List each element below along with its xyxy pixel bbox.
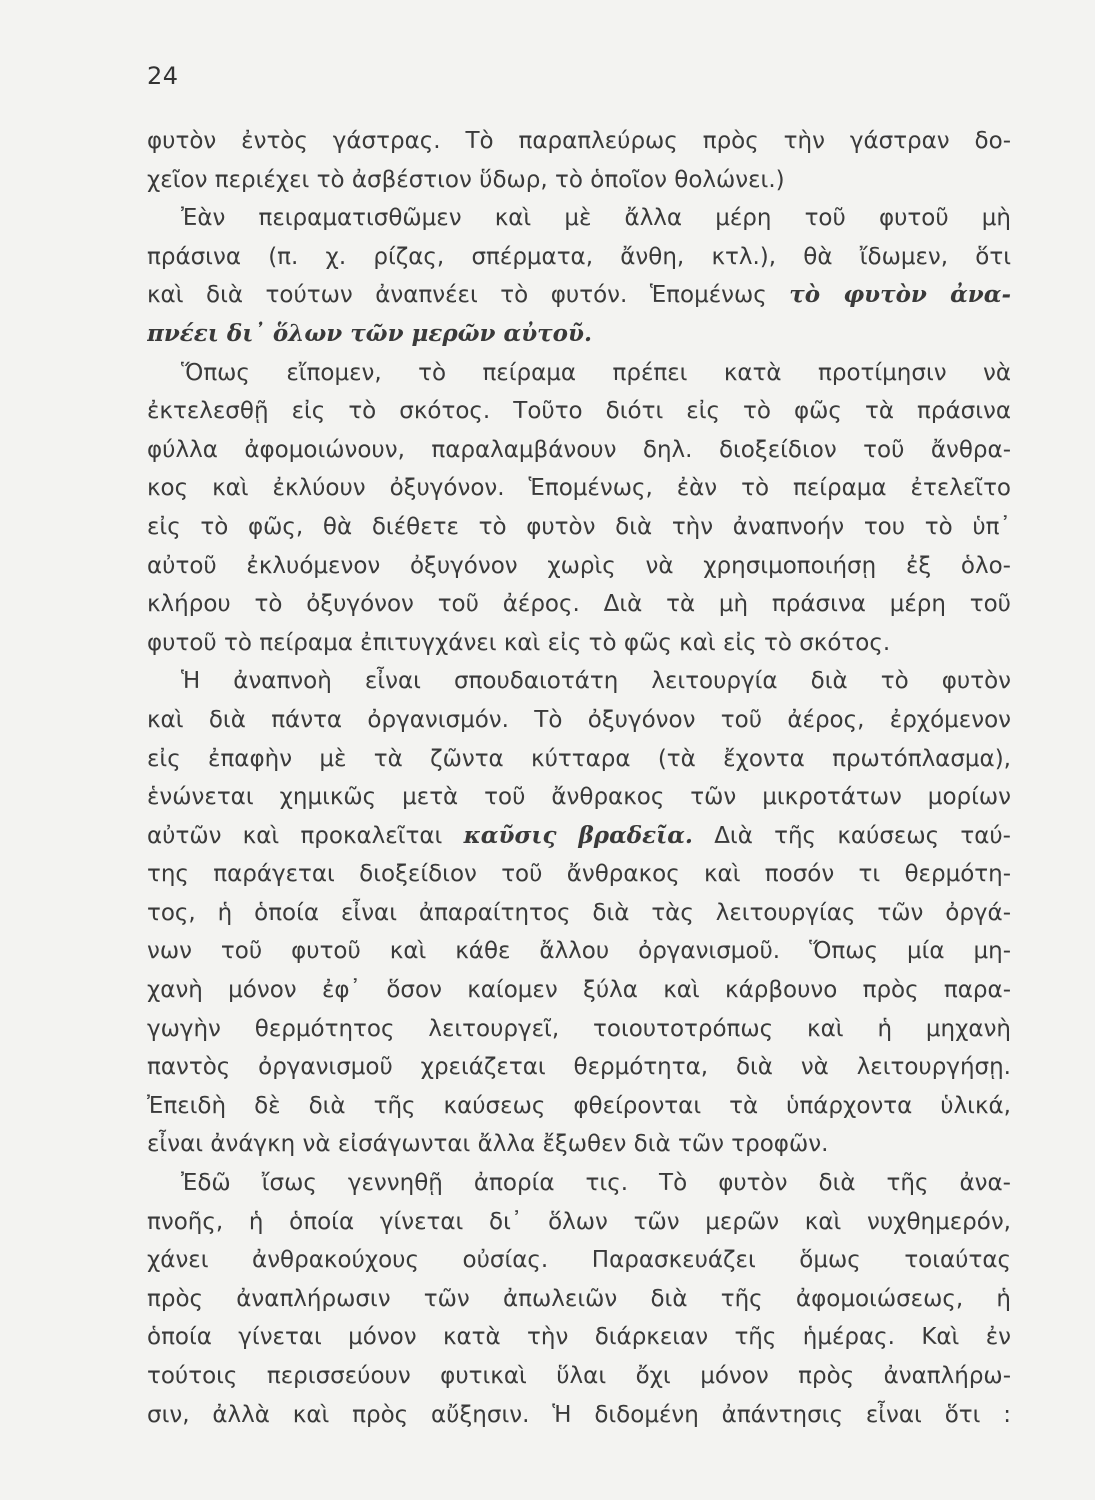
body-text xyxy=(147,122,1011,1434)
text-line xyxy=(147,392,1011,431)
text-line xyxy=(147,547,1011,586)
text-line xyxy=(147,662,1011,701)
text-line xyxy=(147,431,1011,470)
text-segment: πρὸς ἀναπλήρωσιν τῶν ἀπωλειῶν διὰ τῆς ἀφομοιώσεως, ἡ xyxy=(147,1285,1011,1312)
text-segment: Ὅπως εἴπομεν, τὸ πείραμα πρέπει κατὰ προτίμησιν νὰ xyxy=(181,359,1011,386)
text-line xyxy=(147,894,1011,933)
text-segment: κλήρου τὸ ὀξυγόνον τοῦ ἀέρος. Διὰ τὰ μὴ πράσινα μέρη τοῦ xyxy=(147,591,1011,618)
text-line xyxy=(147,778,1011,817)
text-line xyxy=(147,1280,1011,1319)
text-segment: φυτοῦ τὸ πείραμα ἐπιτυγχάνει καὶ εἰς τὸ φῶς καὶ εἰς τὸ σκότος. xyxy=(147,629,891,656)
text-segment: Ἐπειδὴ δὲ διὰ τῆς καύσεως φθείρονται τὰ ὑπάρχοντα ὑλικά, xyxy=(147,1092,1011,1119)
text-line xyxy=(147,315,1011,354)
text-segment: εἰς ἐπαφὴν μὲ τὰ ζῶντα κύτταρα (τὰ ἔχοντα πρωτόπλασμα), xyxy=(147,745,1011,772)
emphasized-text: καῦσις βραδεῖα. xyxy=(463,821,693,849)
text-segment: της παράγεται διοξείδιον τοῦ ἄνθρακος καὶ ποσόν τι θερμότη- xyxy=(147,861,1011,888)
page-number: 24 xyxy=(147,62,179,90)
text-segment: εἶναι ἀνάγκη νὰ εἰσάγωνται ἄλλα ἔξωθεν διὰ τῶν τροφῶν. xyxy=(147,1131,829,1158)
text-segment: ἑνώνεται χημικῶς μετὰ τοῦ ἄνθρακος τῶν μικροτάτων μορίων xyxy=(147,784,1011,811)
emphasized-text: τὸ φυτὸν ἀνα- xyxy=(789,281,1011,309)
text-segment: καὶ διὰ πάντα ὀργανισμόν. Τὸ ὀξυγόνον τοῦ ἀέρος, ἐρχόμενον xyxy=(147,706,1011,733)
text-segment: Ἐδῶ ἴσως γεννηθῇ ἀπορία τις. Τὸ φυτὸν διὰ τῆς ἀνα- xyxy=(181,1170,1011,1197)
text-line xyxy=(147,740,1011,779)
text-line xyxy=(147,855,1011,894)
text-segment: παντὸς ὀργανισμοῦ χρειάζεται θερμότητα, διὰ νὰ λειτουργήσῃ. xyxy=(147,1054,1011,1081)
text-line xyxy=(147,1357,1011,1396)
text-segment: τούτοις περισσεύουν φυτικαὶ ὕλαι ὄχι μόνον πρὸς ἀναπλήρω- xyxy=(147,1363,1011,1389)
text-line xyxy=(147,199,1011,238)
text-segment: ὁποία γίνεται μόνον κατὰ τὴν διάρκειαν τῆς ἡμέρας. Καὶ ἐν xyxy=(147,1324,1011,1351)
text-segment: χεῖον περιέχει τὸ ἀσβέστιον ὕδωρ, τὸ ὁποῖον θολώνει.) xyxy=(147,166,785,193)
text-segment: φυτὸν ἐντὸς γάστρας. Τὸ παραπλεύρως πρὸς τὴν γάστραν δο- xyxy=(147,128,1011,154)
text-segment: φύλλα ἀφομοιώνουν, παραλαμβάνουν δηλ. διοξείδιον τοῦ ἄνθρα- xyxy=(147,436,1011,463)
text-line xyxy=(147,1010,1011,1049)
text-segment: κος καὶ ἐκλύουν ὀξυγόνον. Ἑπομένως, ἐὰν τὸ πείραμα ἐτελεῖτο xyxy=(147,475,1011,502)
text-segment: Διὰ τῆς καύσεως ταύ- xyxy=(692,822,1011,849)
text-line xyxy=(147,469,1011,508)
text-line xyxy=(147,817,1011,856)
text-segment: καὶ διὰ τούτων ἀναπνέει τὸ φυτόν. Ἑπομένως xyxy=(147,282,790,309)
text-line xyxy=(147,238,1011,277)
text-segment: εἰς τὸ φῶς, θὰ διέθετε τὸ φυτὸν διὰ τὴν ἀναπνοήν του τὸ ὑπ᾽ xyxy=(147,513,1011,540)
text-segment: χάνει ἀνθρακούχους οὐσίας. Παρασκευάζει ὅμως τοιαύτας xyxy=(147,1247,1011,1274)
text-line xyxy=(147,161,1011,200)
text-segment: πνοῆς, ἡ ὁποία γίνεται δι᾽ ὅλων τῶν μερῶν καὶ νυχθημερόν, xyxy=(147,1208,1011,1235)
text-line xyxy=(147,1048,1011,1087)
text-line xyxy=(147,1125,1011,1164)
text-segment: τος, ἡ ὁποία εἶναι ἀπαραίτητος διὰ τὰς λειτουργίας τῶν ὀργά- xyxy=(147,899,1011,926)
text-segment: χανὴ μόνον ἐφ᾽ ὅσον καίομεν ξύλα καὶ κάρβουνο πρὸς παρα- xyxy=(147,977,1011,1004)
text-segment: Ἐὰν πειραματισθῶμεν καὶ μὲ ἄλλα μέρη τοῦ φυτοῦ μὴ xyxy=(181,205,1011,232)
emphasized-text: πνέει δι᾽ ὅλων τῶν μερῶν αὐτοῦ. xyxy=(147,319,592,347)
text-line xyxy=(147,354,1011,393)
text-segment: Ἡ ἀναπνοὴ εἶναι σπουδαιοτάτη λειτουργία διὰ τὸ φυτὸν xyxy=(181,668,1011,695)
text-segment: ἐκτελεσθῇ εἰς τὸ σκότος. Τοῦτο διότι εἰς τὸ φῶς τὰ πράσινα xyxy=(147,398,1011,425)
text-segment: πράσινα (π. χ. ρίζας, σπέρματα, ἄνθη, κτλ.), θὰ ἴδωμεν, ὅτι xyxy=(147,243,1011,270)
text-line xyxy=(147,624,1011,663)
text-line xyxy=(147,1241,1011,1280)
text-line xyxy=(147,971,1011,1010)
text-segment: αὐτῶν καὶ προκαλεῖται xyxy=(147,822,464,849)
text-line xyxy=(147,1087,1011,1126)
text-line xyxy=(147,1203,1011,1242)
text-line xyxy=(147,1318,1011,1357)
text-line xyxy=(147,276,1011,315)
text-line xyxy=(147,1164,1011,1203)
text-line xyxy=(147,1396,1011,1435)
text-segment: σιν, ἀλλὰ καὶ πρὸς αὔξησιν. Ἡ διδομένη ἀπάντησις εἶναι ὅτι : xyxy=(147,1401,1011,1428)
text-line xyxy=(147,585,1011,624)
text-segment: γωγὴν θερμότητος λειτουργεῖ, τοιουτοτρόπως καὶ ἡ μηχανὴ xyxy=(147,1015,1011,1042)
text-line xyxy=(147,122,1011,161)
text-line xyxy=(147,508,1011,547)
text-segment: νων τοῦ φυτοῦ καὶ κάθε ἄλλου ὀργανισμοῦ. Ὅπως μία μη- xyxy=(147,938,1011,965)
text-line xyxy=(147,932,1011,971)
text-line xyxy=(147,701,1011,740)
text-segment: αὐτοῦ ἐκλυόμενον ὀξυγόνον χωρὶς νὰ χρησιμοποιήσῃ ἐξ ὁλο- xyxy=(147,552,1011,579)
